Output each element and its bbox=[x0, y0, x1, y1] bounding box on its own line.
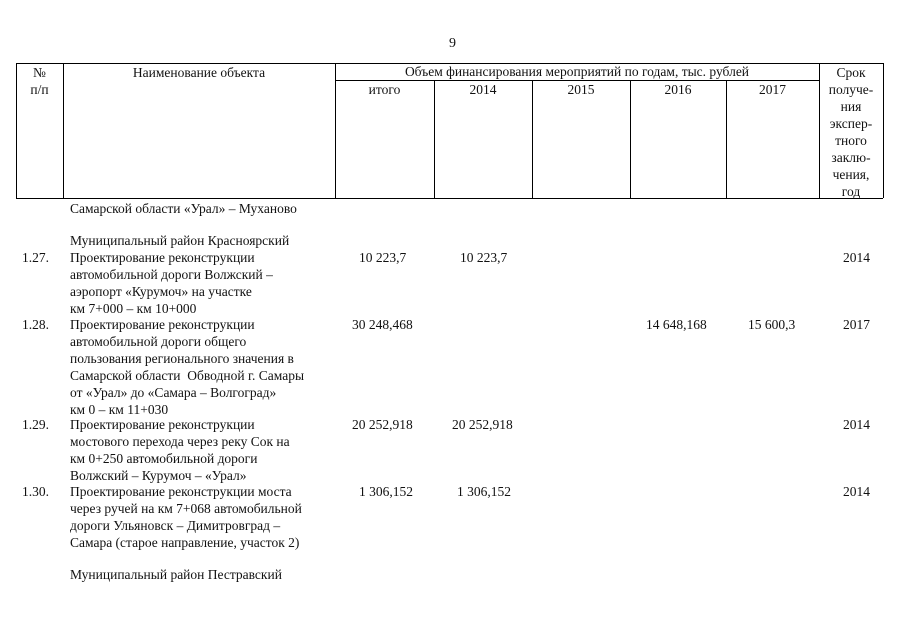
row-name: Проектирование реконструкции автомобильной дороги Волжский – аэропорт «Курумоч» на участке км 7+000 – км 10+000 bbox=[70, 250, 273, 316]
row-2017: 15 600,3 bbox=[748, 317, 796, 332]
row-term: 2017 bbox=[843, 317, 870, 332]
header-2014: 2014 bbox=[469, 82, 497, 97]
row-2016: 14 648,168 bbox=[646, 317, 707, 332]
row-number: 1.27. bbox=[22, 250, 49, 265]
row-2014: 1 306,152 bbox=[457, 484, 511, 499]
header-total: итого bbox=[368, 82, 401, 97]
row-2014: 20 252,918 bbox=[452, 417, 513, 432]
header-num: № п/п bbox=[30, 65, 49, 97]
row-2014: 10 223,7 bbox=[460, 250, 508, 265]
header-bottom-border bbox=[16, 198, 883, 199]
row-term: 2014 bbox=[843, 250, 870, 265]
row-term: 2014 bbox=[843, 484, 870, 499]
header-2016: 2016 bbox=[664, 82, 692, 97]
row-total: 30 248,468 bbox=[352, 317, 413, 332]
row-total: 1 306,152 bbox=[359, 484, 413, 499]
header-name: Наименование объекта bbox=[132, 65, 266, 80]
row-number: 1.29. bbox=[22, 417, 49, 432]
row-total: 20 252,918 bbox=[352, 417, 413, 432]
row-term: 2014 bbox=[843, 417, 870, 432]
header-2017: 2017 bbox=[759, 82, 786, 97]
row-name: Проектирование реконструкции мостового перехода через реку Сок на км 0+250 автомобильной дороги Волжский – Курумоч – «Урал» bbox=[70, 417, 290, 483]
header-border-num-name bbox=[63, 63, 64, 198]
row-name: Проектирование реконструкции автомобильной дороги общего пользования регионального значения в Самарской области Обводной г. Самары от «Урал» до «Самара – Волгоград» км 0 – км 11+030 bbox=[70, 317, 305, 417]
row-total: 10 223,7 bbox=[359, 250, 407, 265]
district-heading: Муниципальный район Пестравский bbox=[70, 567, 282, 582]
row-name: Проектирование реконструкции моста через ручей на км 7+068 автомобильной дороги Ульяновск – Димитровград – Самара (старое направление, участок 2) bbox=[70, 484, 302, 550]
header-funding: Объем финансирования мероприятий по годам, тыс. рублей bbox=[404, 64, 750, 79]
row-number: 1.30. bbox=[22, 484, 49, 499]
header-term: Срок получе- ния экспер- тного заклю- чения, год bbox=[828, 65, 874, 199]
page-number: 9 bbox=[449, 36, 456, 51]
header-border-right bbox=[883, 63, 884, 198]
continuation-line: Самарской области «Урал» – Муханово bbox=[70, 201, 297, 216]
row-number: 1.28. bbox=[22, 317, 49, 332]
district-heading: Муниципальный район Красноярский bbox=[70, 233, 290, 248]
header-2015: 2015 bbox=[567, 82, 595, 97]
